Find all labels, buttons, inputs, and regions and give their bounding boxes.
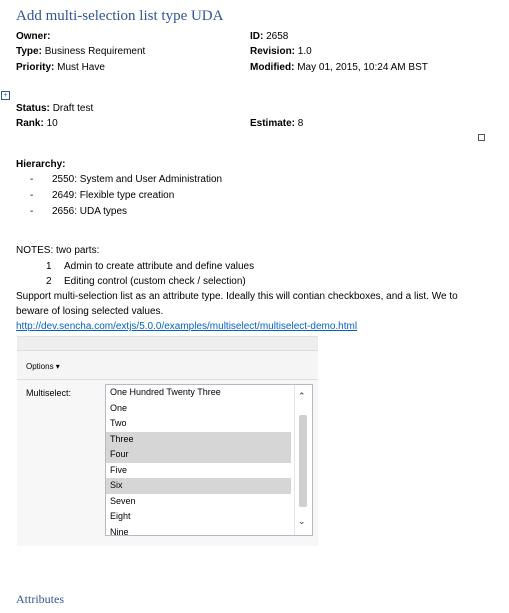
page-title: Add multi-selection list type UDA [16,8,224,24]
rank-row [16,118,58,129]
list-item-selected[interactable]: Six [106,478,291,494]
status-row [16,103,93,114]
notes-item-text: Admin to create attribute and define values [64,261,255,272]
demo-link[interactable]: http://dev.sencha.com/extjs/5.0.0/examples/multiselect/multiselect-demo.html [16,321,358,332]
notes-item-number: 2 [46,276,52,287]
priority-row [16,62,105,73]
status-label: Status: [16,103,50,114]
revision-value: 1.0 [297,46,312,57]
notes-item-number: 1 [46,261,52,272]
list-item[interactable]: One Hundred Twenty Three [110,387,221,397]
options-menu-button[interactable]: Options ▾ [26,362,60,371]
list-item[interactable]: Eight [110,511,131,521]
list-item[interactable]: Seven [110,495,136,506]
list-item[interactable]: One [110,402,128,413]
embed-top-bar [17,337,318,351]
notes-paragraph-line: beware of losing selected values. [16,306,164,317]
status-value: Draft test [52,103,94,114]
hierarchy-item-text: 2649: Flexible type creation [52,190,175,201]
revision-label: Revision: [250,46,296,57]
estimate-value: 8 [297,118,304,129]
modified-label: Modified: [250,62,295,73]
owner-row [16,31,50,42]
embedded-screenshot [17,336,318,546]
list-item-selected[interactable]: Three [106,432,291,448]
owner-label: Owner: [16,31,51,42]
notes-paragraph-line: Support multi-selection list as an attribute type. Ideally this will contian checkboxes, and a list. We to [16,291,458,302]
dash-bullet-icon: - [30,174,34,185]
notes-item [46,261,254,272]
rank-value: 10 [46,118,58,129]
notes-item [46,276,246,287]
hierarchy-label: Hierarchy: [16,159,66,170]
hierarchy-item [30,188,222,204]
chevron-down-icon[interactable]: ⌄ [298,516,306,526]
estimate-label: Estimate: [250,118,296,129]
id-label: ID: [250,31,264,42]
chevron-up-icon[interactable]: ⌃ [298,391,306,401]
hierarchy-item [30,204,222,220]
priority-value: Must Have [57,62,105,73]
multiselect-listbox[interactable] [105,384,313,536]
type-value: Business Requirement [44,46,146,57]
id-row [250,31,288,42]
list-item[interactable]: Five [110,464,128,475]
priority-label: Priority: [16,62,55,73]
notes-item-text: Editing control (custom check / selection) [64,276,246,287]
embed-toolbar [17,351,318,380]
modified-value: May 01, 2015, 10:24 AM BST [297,62,428,73]
table-resize-handle-icon[interactable] [478,134,485,141]
listbox-scrollbar[interactable] [294,385,312,535]
dash-bullet-icon: - [30,190,34,201]
hierarchy-item-text: 2550: System and User Administration [52,174,223,185]
multiselect-label: Multiselect: [26,388,72,398]
scrollbar-thumb[interactable] [299,415,307,507]
table-move-handle-icon[interactable]: + [1,91,10,100]
id-value: 2658 [266,31,289,42]
list-item[interactable]: Nine [110,526,129,536]
estimate-row [250,118,303,129]
list-item-selected[interactable]: Four [106,447,291,463]
modified-row [250,62,428,73]
notes-label: NOTES: two parts: [16,245,100,256]
hierarchy-item [30,172,222,188]
hierarchy-item-text: 2656: UDA types [52,206,128,217]
revision-row [250,46,312,57]
dash-bullet-icon: - [30,206,34,217]
type-label: Type: [16,46,42,57]
hierarchy-list [30,172,222,220]
rank-label: Rank: [16,118,44,129]
type-row [16,46,145,57]
attributes-heading: Attributes [16,592,64,606]
list-item[interactable]: Two [110,418,127,428]
